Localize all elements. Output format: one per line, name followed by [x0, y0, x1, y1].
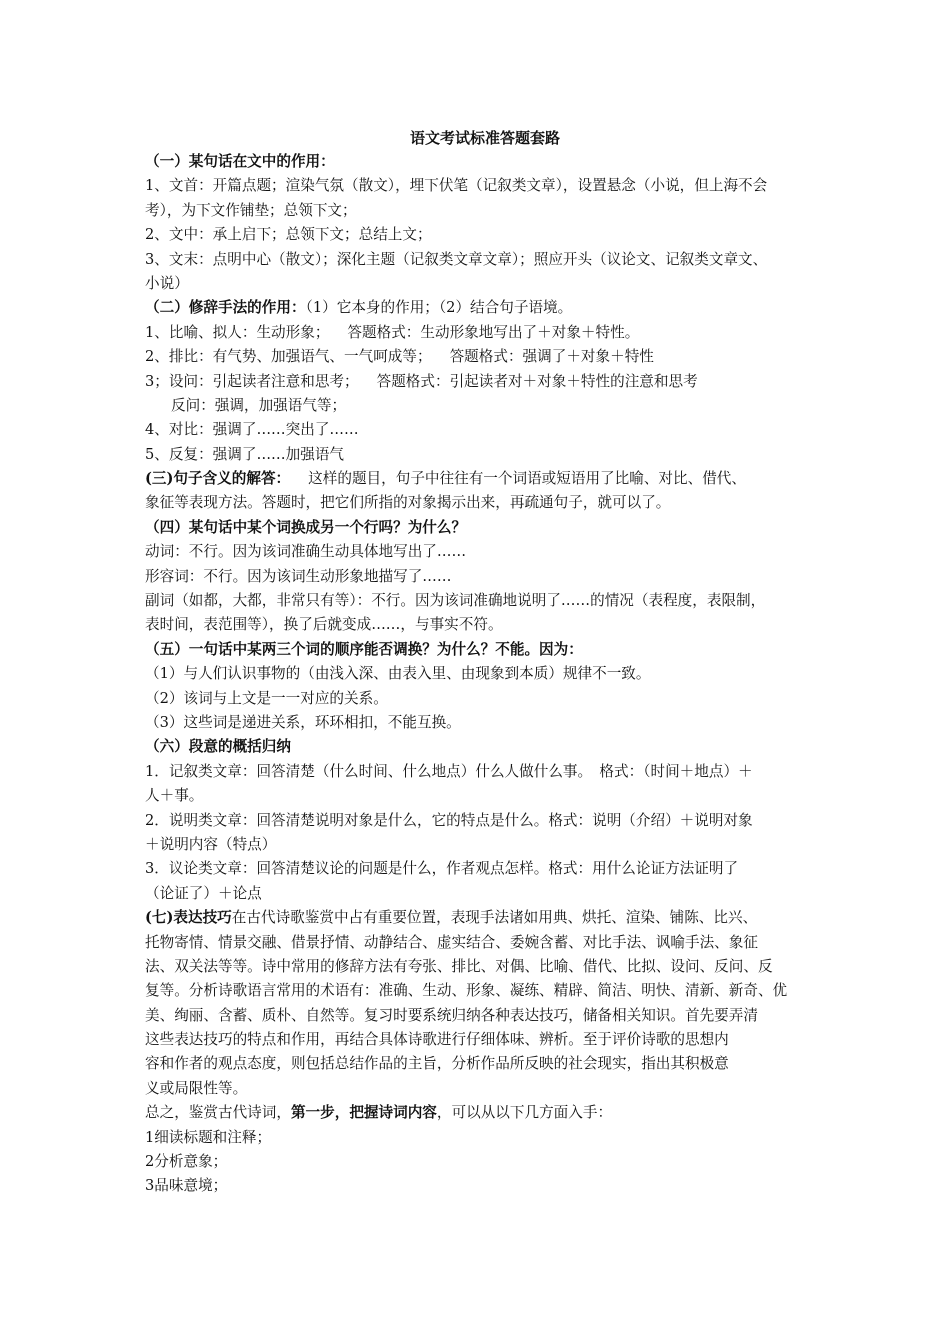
section-6-heading: （六）段意的概括归纳 — [145, 738, 291, 756]
list-item: 2分析意象； — [145, 1153, 228, 1171]
section-2-heading: （二）修辞手法的作用： — [145, 299, 306, 317]
section-7-line: 法、双关法等等。诗中常用的修辞方法有夸张、排比、对偶、比喻、借代、比拟、设问、反问、反 — [145, 957, 773, 975]
section-7-line: 容和作者的观点态度，则包括总结作品的主旨，分析作品所反映的社会现实，指出其积极意 — [145, 1055, 729, 1073]
section-7-line: 复等。分析诗歌语言常用的术语有：准确、生动、形象、凝练、精辟、简洁、明快、清新、新奇、优 — [145, 982, 788, 1000]
section-4-heading: （四）某句话中某个词换成另一个行吗？为什么？ — [145, 518, 467, 536]
section-6-line: （论证了）＋论点 — [145, 884, 262, 902]
section-2-heading-line — [145, 296, 825, 320]
section-7-line: 托物寄情、情景交融、借景抒情、动静结合、虚实结合、委婉含蓄、对比手法、讽喻手法、象征 — [145, 933, 758, 951]
summary-emphasis: 第一步，把握诗词内容 — [290, 1104, 437, 1122]
section-7-text: 在古代诗歌鉴赏中占有重要位置，表现手法诸如用典、烘托、渲染、铺陈、比兴、 — [231, 909, 758, 927]
section-6-line: 3．议论类文章：回答清楚议论的问题是什么，作者观点怎样。格式：用什么论证方法证明了 — [145, 860, 739, 878]
rhetoric-item: 3；设问：引起读者注意和思考； — [145, 372, 359, 390]
section-2-line: 反问：强调，加强语气等； — [171, 396, 347, 414]
list-item: 3品味意境； — [145, 1177, 228, 1195]
section-2-line — [145, 321, 825, 345]
section-3-line: 象征等表现方法。答题时，把它们所指的对象揭示出来，再疏通句子，就可以了。 — [145, 494, 671, 512]
section-7-heading: (七)表达技巧 — [145, 909, 232, 927]
section-2-line: 5、反复：强调了……加强语气 — [145, 445, 345, 463]
section-1-line: 小说） — [145, 274, 189, 292]
section-1-line: 1、文首：开篇点题；渲染气氛（散文），埋下伏笔（记叙类文章），设置悬念（小说，但上海不会 — [145, 177, 768, 195]
section-3-heading: (三)句子含义的解答： — [145, 470, 291, 488]
section-5-line: （2）该词与上文是一一对应的关系。 — [145, 689, 388, 707]
section-6-line: 1．记叙类文章：回答清楚（什么时间、什么地点）什么人做什么事。 格式：（时间＋地点）＋ — [145, 762, 753, 780]
section-1-line: 考），为下文作铺垫；总领下文； — [145, 201, 357, 219]
section-5-heading: （五）一句话中某两三个词的顺序能否调换？为什么？不能。因为： — [145, 640, 583, 658]
section-4-line: 动词：不行。因为该词准确生动具体地写出了…… — [145, 543, 467, 561]
section-7-line: 这些表达技巧的特点和作用，再结合具体诗歌进行仔细体味、辨析。至于评价诗歌的思想内 — [145, 1031, 729, 1049]
section-3-text: 这样的题目，句子中往往有一个词语或短语用了比喻、对比、借代、 — [308, 470, 746, 488]
section-7-line: 义或局限性等。 — [145, 1079, 248, 1097]
section-6-line: 人＋事。 — [145, 787, 204, 805]
section-7-line: 美、绚丽、含蓄、质朴、自然等。复习时要系统归纳各种表达技巧，储备相关知识。首先要弄清 — [145, 1006, 758, 1024]
section-3-heading-line — [145, 467, 825, 491]
rhetoric-item: 2、排比：有气势、加强语气、一气呵成等； — [145, 348, 432, 366]
section-1-heading: （一）某句话在文中的作用： — [145, 153, 335, 170]
answer-format: 答题格式：生动形象地写出了＋对象＋特性。 — [347, 323, 640, 341]
answer-format: 答题格式：引起读者对＋对象＋特性的注意和思考 — [376, 372, 698, 390]
section-2-line — [145, 345, 825, 369]
section-4-line: 形容词：不行。因为该词生动形象地描写了…… — [145, 567, 452, 585]
section-5-line: （3）这些词是递进关系，环环相扣，不能互换。 — [145, 713, 461, 731]
section-6-line: ＋说明内容（特点） — [145, 835, 277, 853]
section-7-heading-line — [145, 906, 825, 930]
section-2-line — [145, 370, 825, 394]
section-2-line: 4、对比：强调了……突出了…… — [145, 421, 359, 439]
section-2-heading-rest: （1）它本身的作用；（2）结合句子语境。 — [305, 299, 573, 317]
section-1-line: 3、文末：点明中心（散文）；深化主题（记叙类文章文章）；照应开头（议论文、记叙类文章文、 — [145, 250, 768, 268]
list-item: 1细读标题和注释； — [145, 1128, 272, 1146]
summary-text: 总之，鉴赏古代诗词， — [145, 1104, 291, 1122]
document-title: 语文考试标准答题套路 — [409, 129, 560, 147]
summary-text: ，可以从以下几方面入手： — [436, 1104, 613, 1122]
answer-format: 答题格式：强调了＋对象＋特性 — [449, 348, 654, 366]
document-page — [145, 120, 825, 1199]
section-4-line: 副词（如都，大都，非常只有等）：不行。因为该词准确地说明了……的情况（表程度，表限制， — [145, 592, 766, 610]
section-5-line: （1）与人们认识事物的（由浅入深、由表入里、由现象到本质）规律不一致。 — [145, 665, 651, 683]
section-1-line: 2、文中：承上启下；总领下文；总结上文； — [145, 226, 432, 244]
rhetoric-item: 1、比喻、拟人：生动形象； — [145, 323, 330, 341]
summary-line — [145, 1101, 825, 1125]
section-6-line: 2．说明类文章：回答清楚说明对象是什么，它的特点是什么。格式：说明（介绍）＋说明对象 — [145, 811, 753, 829]
section-4-line: 表时间，表范围等），换了后就变成……，与事实不符。 — [145, 616, 503, 634]
